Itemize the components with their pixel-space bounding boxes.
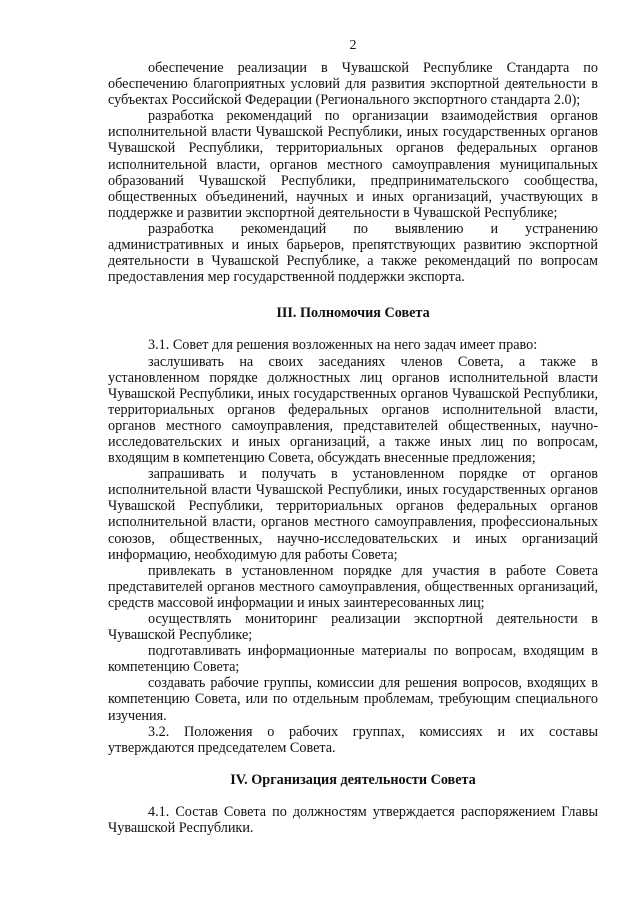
- section-4-heading: IV. Организация деятельности Совета: [230, 771, 476, 788]
- section-3-paragraph-prepare: подготавливать информационные материалы по вопросам, входящим в компетенцию Совета;: [108, 643, 598, 676]
- section-3-paragraph-involve: привлекать в установленном порядке для участия в работе Совета представителей органов местного самоуправления, общественных организаций, средств массовой информации и иных заинтересованных лиц;: [108, 562, 598, 611]
- section-3-paragraph-request: запрашивать и получать в установленном порядке от органов исполнительной власти Чувашской Республики, иных государственных органов Чувашской Республики, территориальных органов федеральных органов исполнительной власти, органов местного самоуправления, профессиональных союзов, общественных, научно-исследовательских и иных организаций информацию, необходимую для работы Совета;: [108, 466, 598, 563]
- page-number: 2: [349, 38, 357, 53]
- intro-paragraph-interaction: разработка рекомендаций по организации взаимодействия органов исполнительной власти Чувашской Республики, иных государственных органов Чувашской Республики, территориальных органов федеральных органов исполнительной власти, органов местного самоуправления муниципальных образований Чувашской Республики, предпринимательского сообщества, общественных объединений, научных и иных организаций, участвующих в поддержке и развитии экспортной деятельности в Чувашской Республике;: [108, 108, 598, 221]
- section-3-heading: III. Полномочия Совета: [276, 305, 430, 322]
- section-3-paragraph-monitor: осуществлять мониторинг реализации экспортной деятельности в Чувашской Республике;: [108, 611, 598, 644]
- intro-paragraph-barriers: разработка рекомендаций по выявлению и устранению административных и иных барьеров, препятствующих развитию экспортной деятельности в Чувашской Республике, а также рекомендаций по вопросам предоставления мер государственной поддержки экспорта.: [108, 220, 598, 286]
- section-4-paragraph-1: 4.1. Состав Совета по должностям утверждается распоряжением Главы Чувашской Республики.: [108, 803, 598, 837]
- section-3-paragraph-hear: заслушивать на своих заседаниях членов Совета, а также в установленном порядке должностных лиц органов исполнительной власти Чувашской Республики, иных государственных органов Чувашской Республики, территориальных органов федеральных органов исполнительной власти, органов местного самоуправления, представителей общественных, научно-исследовательских и иных организаций, а также иных лиц по вопросам, входящим в компетенцию Совета, обсуждать внесенные предложения;: [108, 353, 598, 467]
- section-3-paragraph-groups: создавать рабочие группы, комиссии для решения вопросов, входящих в компетенцию Совета, или по отдельным проблемам, требующим специального изучения.: [108, 675, 598, 724]
- section-3-paragraph-1: 3.1. Совет для решения возложенных на него задач имеет право:: [148, 337, 538, 354]
- intro-paragraph-standard: обеспечение реализации в Чувашской Республике Стандарта по обеспечению благоприятных условий для развития экспортной деятельности в субъектах Российской Федерации (Регионального экспортного стандарта 2.0);: [108, 60, 598, 109]
- section-3-paragraph-2: 3.2. Положения о рабочих группах, комиссиях и их составы утверждаются председателем Совета.: [108, 723, 598, 756]
